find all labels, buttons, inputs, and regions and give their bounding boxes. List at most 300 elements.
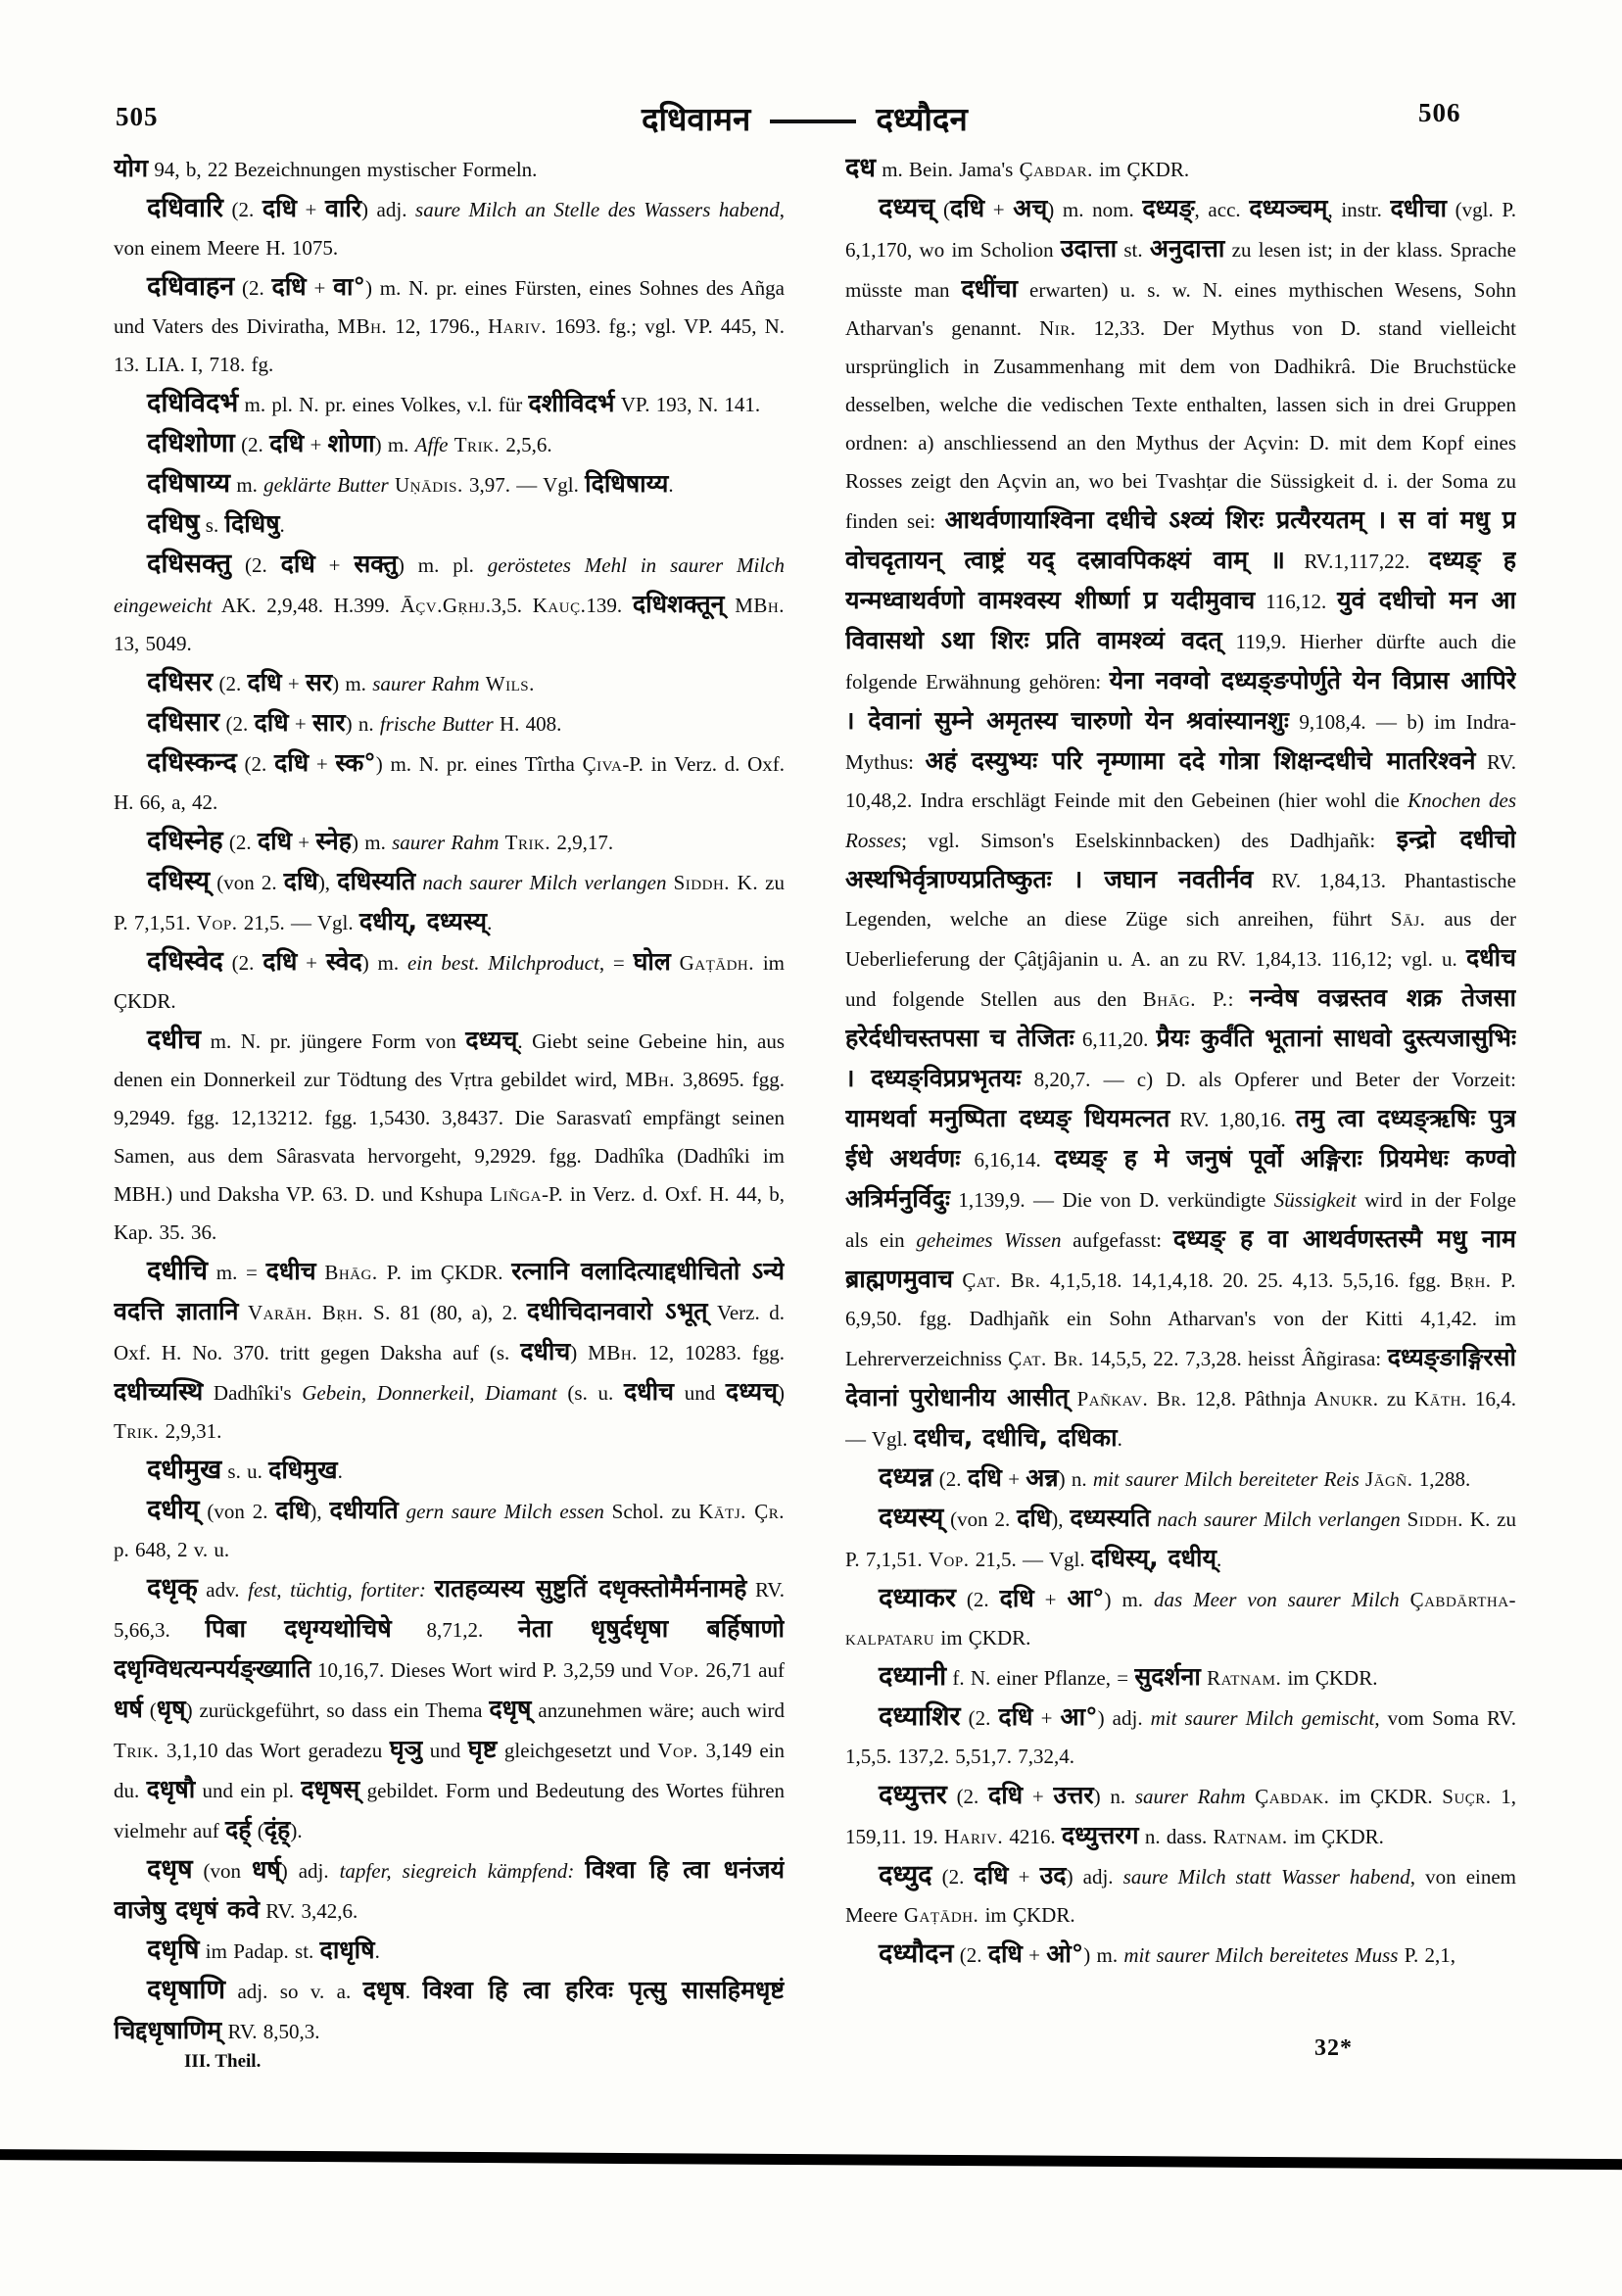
headword: दध्यानी bbox=[879, 1661, 947, 1692]
entry-text: im ÇKDR. bbox=[114, 951, 785, 1013]
entry-text: + bbox=[281, 672, 306, 695]
entry-text: : bbox=[1227, 987, 1250, 1011]
entry-text: उद bbox=[1039, 1861, 1067, 1889]
entry-text: ) n. bbox=[1058, 1467, 1093, 1491]
entry-text: उत्तर bbox=[1053, 1781, 1094, 1809]
entry-text: 10,16,7. Dieses Wort wird P. 3,2,59 und bbox=[310, 1658, 659, 1682]
entry-text: दधि bbox=[271, 272, 307, 301]
entry-text: ) m. N. pr. eines Fürsten, eines Sohnes des Añga und Vaters des Diviratha, bbox=[114, 276, 785, 338]
entry-text: 3,97. — Vgl. bbox=[462, 473, 586, 497]
entry-text: VP. 193, N. 141. bbox=[614, 393, 761, 416]
entry-text: रातहव्यस्य सुष्टुतिं दधृक्स्तोमैर्मनामहे bbox=[434, 1574, 747, 1602]
entry-text: (2. bbox=[953, 1943, 988, 1967]
page-number-right: 506 bbox=[1418, 98, 1461, 127]
entry-text: ( bbox=[251, 1819, 264, 1842]
entry-text: घृष्ट bbox=[467, 1735, 498, 1763]
entry-text: + bbox=[304, 433, 328, 456]
entry-text: 119,9. Hierher dürfte auch die folgende Erwähnung gehören: bbox=[845, 630, 1516, 694]
entry-text: ) m. bbox=[361, 951, 407, 975]
right-column bbox=[845, 149, 1516, 2054]
entry-text: Vop. bbox=[196, 911, 238, 934]
entry-text: adj. so v. a. bbox=[225, 1980, 363, 2003]
headword: दधृक् bbox=[147, 1573, 198, 1603]
entry-text: m. bbox=[230, 473, 264, 497]
dictionary-entry bbox=[114, 1569, 785, 1850]
dictionary-entry bbox=[845, 1776, 1516, 1856]
entry-text: AK. 2,9,48. H.399. bbox=[212, 594, 401, 617]
entry-text: (2. bbox=[234, 276, 272, 300]
entry-text: ) m. pl. bbox=[397, 553, 488, 577]
entry-text: दधि bbox=[280, 550, 315, 578]
headword: दध्याशिर bbox=[879, 1701, 961, 1732]
dictionary-entry bbox=[845, 1579, 1516, 1657]
entry-text: und ein pl. bbox=[195, 1779, 302, 1802]
text-columns bbox=[114, 149, 1516, 2054]
entry-text: im ÇKDR. bbox=[1287, 1825, 1384, 1848]
dictionary-entry bbox=[114, 663, 785, 703]
entry-text: Āçv.Gṛhj. bbox=[400, 594, 492, 617]
headword: दधिस्य् bbox=[147, 866, 211, 896]
headword: दधिवारि bbox=[147, 193, 223, 223]
dictionary-entry bbox=[114, 464, 785, 504]
entry-text: 139. bbox=[586, 594, 633, 617]
entry-text: 6,16,14. bbox=[960, 1148, 1055, 1172]
entry-text bbox=[1069, 1387, 1076, 1411]
entry-text: दधिस्य्, दधीय् bbox=[1090, 1544, 1217, 1572]
entry-text: दिधिषु bbox=[224, 509, 280, 538]
entry-text: दधि bbox=[262, 947, 298, 976]
entry-text: nach saurer Milch verlangen bbox=[1150, 1507, 1401, 1531]
entry-text: दर्ह् bbox=[224, 1815, 252, 1843]
entry-text: 3,149 ein du. bbox=[114, 1739, 785, 1802]
dictionary-entry bbox=[845, 1856, 1516, 1935]
entry-text: fest, tüchtig, fortiter: bbox=[248, 1578, 426, 1602]
entry-text: आथर्वणायाश्विना दधीचे ऽश्व्यं शिरः प्रत्यैरयतम् । स वां मधु प्र वोचदृतायन् त्वाष्ट्रं यद् दस्रावपिकक्ष्यं वाम् ॥ bbox=[845, 505, 1516, 574]
entry-text: Bhāg. P. bbox=[324, 1261, 403, 1284]
entry-text: Nir. bbox=[1039, 316, 1076, 340]
entry-text: 3,8695. fgg. 9,2949. fgg. 12,13212. fgg. 1,5430. 3,8437. Die Sarasvatî empfängt seinen Samen, aus dem Sârasvata hervorgeht, 9,2929. fgg. Dadhîka (Dadhîki im MBH.) und Daksha VP. 63. D. und Kshupa bbox=[114, 1068, 785, 1206]
dictionary-entry bbox=[845, 1698, 1516, 1776]
entry-text: (s. u. bbox=[556, 1381, 624, 1405]
entry-text: दधिमुख bbox=[268, 1456, 338, 1484]
entry-text: 2,9,17. bbox=[550, 831, 614, 854]
entry-text: Suçr. bbox=[1442, 1785, 1492, 1808]
entry-text: अच् bbox=[1013, 194, 1048, 222]
entry-text: अन्न bbox=[1026, 1463, 1059, 1492]
entry-text: 3,1,10 das Wort geradezu bbox=[159, 1739, 390, 1762]
entry-text: Trik. bbox=[114, 1739, 160, 1762]
entry-text: RV. 1,84,13. Phantastische Legenden, welche an diese Züge sich anreihen, führt bbox=[845, 869, 1516, 931]
entry-text: स्नेह bbox=[315, 827, 353, 855]
entry-text: H. 408. bbox=[493, 712, 562, 736]
entry-text: im ÇKDR. bbox=[978, 1903, 1075, 1927]
dictionary-entry bbox=[114, 504, 785, 545]
entry-text: दधिस्यति bbox=[337, 867, 416, 895]
headword: दध bbox=[845, 153, 876, 183]
entry-text: दधि bbox=[988, 1781, 1024, 1809]
entry-text: 1,139,9. — Die von D. verkündigte bbox=[949, 1188, 1274, 1212]
entry-text: दशीविदर्भ bbox=[528, 389, 615, 417]
headword: दधिशोणा bbox=[147, 428, 235, 458]
dictionary-entry bbox=[114, 189, 785, 267]
entry-text: das Meer von saurer Milch bbox=[1154, 1588, 1400, 1611]
entry-text: saurer Rahm bbox=[392, 831, 500, 854]
entry-text: Çabdar. bbox=[1019, 158, 1093, 181]
entry-text: (2. bbox=[222, 831, 258, 854]
dictionary-entry bbox=[845, 1459, 1516, 1499]
entry-text: zu bbox=[1378, 1387, 1414, 1411]
entry-text: दधि bbox=[999, 1584, 1034, 1612]
page-header bbox=[0, 96, 1622, 145]
entry-text bbox=[1400, 1588, 1410, 1611]
entry-text: नेता धृषुर्दधृषा बर्हिषाणो दधृग्विधत्यन्पर्यङ्ख्याति bbox=[114, 1614, 785, 1683]
entry-text: -P. in Verz. d. Oxf. H. 66, a, 42. bbox=[114, 752, 785, 814]
headword: दधीच bbox=[147, 1025, 202, 1055]
entry-text: , von einem Meere H. 1075. bbox=[114, 198, 785, 260]
entry-text: 21,5. — Vgl. bbox=[237, 911, 359, 934]
entry-text: (von 2. bbox=[210, 871, 284, 894]
entry-text: 4216. bbox=[1003, 1825, 1062, 1848]
headword: दधीय् bbox=[147, 1495, 200, 1525]
entry-text: दधृषौ bbox=[146, 1775, 196, 1803]
entry-text: + bbox=[297, 951, 326, 975]
entry-text: MBh. bbox=[337, 314, 388, 338]
entry-text: und bbox=[674, 1381, 726, 1405]
entry-text: दध्यङ् ह मे जनुषं पूर्वो अङ्गिराः प्रियमेधः कण्वो अत्रिर्मनुर्विदुः bbox=[845, 1144, 1516, 1213]
entry-text: mit saurer Milch gemischt bbox=[1150, 1706, 1375, 1730]
headword: दधिस्वेद bbox=[147, 946, 223, 977]
entry-text: दधीय्, दध्यस्य् bbox=[358, 907, 488, 935]
entry-text: RV. 3,42,6. bbox=[259, 1899, 358, 1923]
entry-text: अहं दस्युभ्यः परि नृम्णामा ददे गोत्रा शिक्षन्दधीचे मातरिश्वने bbox=[925, 746, 1476, 775]
entry-text: n. dass. bbox=[1138, 1825, 1214, 1848]
entry-text: + bbox=[1023, 1785, 1054, 1808]
entry-text: Schol. zu bbox=[603, 1500, 699, 1523]
entry-text: + bbox=[314, 553, 355, 577]
entry-text: ) m. bbox=[374, 433, 415, 456]
entry-text: दध्यङ्ङाङ्गिरसो देवानां पुरोधानीय आसीत् bbox=[845, 1343, 1516, 1411]
entry-text: . bbox=[487, 911, 493, 934]
dictionary-entry bbox=[845, 1499, 1516, 1579]
entry-text: (2. bbox=[219, 712, 255, 736]
headword: दधिषु bbox=[147, 508, 200, 539]
entry-text: धर्ष् bbox=[251, 1855, 281, 1884]
entry-text: पिबा दधृग्यथोचिषे bbox=[205, 1614, 392, 1643]
entry-text: . Giebt seine Gebeine hin, aus denen ein Donnerkeil zur Tödtung des Vṛtra gebildet wird, bbox=[114, 1029, 785, 1091]
entry-text: 116,12. bbox=[1255, 590, 1338, 613]
entry-text: 1,288. bbox=[1412, 1467, 1471, 1491]
entry-text: 8,20,7. — c) D. als Opferer und Beter der Vorzeit: bbox=[1021, 1068, 1516, 1091]
page-edge-line bbox=[0, 2149, 1622, 2170]
entry-text: Affe bbox=[414, 433, 449, 456]
entry-text: Kāth. bbox=[1413, 1387, 1467, 1411]
headword: दध्यन्न bbox=[879, 1462, 933, 1493]
entry-text: ) bbox=[570, 1341, 589, 1364]
entry-text: 9,108,4. — b) im Indra-Mythus: bbox=[845, 710, 1516, 774]
entry-text: दधिशक्तून् bbox=[632, 590, 725, 618]
entry-text: 3,5. bbox=[491, 594, 533, 617]
entry-text: ) adj. bbox=[280, 1859, 340, 1883]
entry-text: ( bbox=[934, 198, 950, 221]
dictionary-entry bbox=[114, 149, 785, 189]
entry-text: (2. bbox=[213, 672, 248, 695]
headword: दधिविदर्भ bbox=[147, 388, 239, 418]
entry-text: im ÇKDR. bbox=[402, 1261, 512, 1284]
entry-text: (2. bbox=[960, 1706, 999, 1730]
entry-text: दधि bbox=[262, 194, 297, 222]
entry-text: RV. 5,66,3. bbox=[114, 1578, 785, 1642]
dictionary-entry bbox=[114, 1451, 785, 1491]
entry-text: saurer Rahm bbox=[1134, 1785, 1246, 1808]
headword: दध्यस्य् bbox=[879, 1503, 944, 1533]
entry-text: adv. bbox=[197, 1578, 249, 1602]
entry-text: Siddh. bbox=[1407, 1507, 1464, 1531]
entry-text: saurer Rahm bbox=[372, 672, 480, 695]
entry-text: (von bbox=[192, 1859, 252, 1883]
entry-text: im Padap. st. bbox=[199, 1939, 320, 1963]
entry-text: P. 2,1, bbox=[1398, 1943, 1456, 1967]
headword: दधीमुख bbox=[147, 1455, 222, 1485]
running-head-right-word: दध्यौदन bbox=[876, 100, 968, 138]
entry-text: ; vgl. Simson's Eselskinnbacken) des Dadhjañk: bbox=[901, 829, 1397, 852]
page-number-left: 505 bbox=[116, 102, 159, 131]
entry-text: 6,11,20. bbox=[1073, 1028, 1157, 1051]
entry-text: MBh. bbox=[588, 1341, 638, 1364]
entry-text: im ÇKDR. bbox=[934, 1626, 1031, 1650]
entry-text: mit saurer Milch bereitetes Muss bbox=[1123, 1943, 1399, 1967]
entry-text: युवं दधीचो मन आ विवासथो ऽथा शिरः प्रति वामश्व्यं वदत् bbox=[845, 586, 1516, 654]
entry-text: 26,71 auf bbox=[698, 1658, 785, 1682]
entry-text: 16,4. — Vgl. bbox=[845, 1387, 1516, 1451]
entry-text: Vop. bbox=[657, 1739, 698, 1762]
entry-text bbox=[671, 951, 680, 975]
entry-text: und folgende Stellen aus den bbox=[845, 987, 1143, 1011]
entry-text: ) zurückgeführt, so dass ein Thema bbox=[185, 1698, 490, 1722]
footer-volume-label: III. Theil. bbox=[184, 2051, 262, 2072]
entry-text: दधि bbox=[269, 429, 305, 457]
entry-text: दधींचा bbox=[961, 274, 1019, 303]
entry-text: f. N. einer Pflanze, = bbox=[946, 1666, 1135, 1690]
entry-text: दध्यच् bbox=[725, 1377, 778, 1406]
entry-text: सुदर्शना bbox=[1134, 1662, 1201, 1691]
entry-text: दधि bbox=[254, 708, 289, 737]
entry-text: Trik. bbox=[504, 831, 551, 854]
entry-text: Jāgñ. bbox=[1365, 1467, 1413, 1491]
entry-text: दधीच्यस्थि bbox=[114, 1377, 204, 1406]
entry-text: Çabdārtha-kalpataru bbox=[845, 1588, 1516, 1650]
entry-text: Uṇādis. bbox=[394, 473, 463, 497]
entry-text: Trik. bbox=[114, 1419, 160, 1443]
entry-text: ( bbox=[142, 1698, 157, 1722]
entry-text: ) bbox=[777, 1381, 785, 1405]
entry-text: ) m. bbox=[332, 672, 373, 695]
entry-text: नन्वेष वज्रस्तव शक्र तेजसा हरेर्दधीचस्तपसा च तेजितः bbox=[845, 983, 1516, 1052]
entry-text: दधीच bbox=[624, 1377, 675, 1406]
entry-text: दधृषस् bbox=[301, 1775, 360, 1803]
entry-text: MBh. bbox=[625, 1068, 675, 1091]
header-rule bbox=[770, 120, 856, 123]
entry-text: (2. bbox=[955, 1588, 1000, 1611]
entry-text: इन्द्रो दधीचो अस्थभिर्वृत्राण्यप्रतिष्कुतः । जघान नवतीर्नव bbox=[845, 825, 1516, 893]
entry-text: im ÇKDR. bbox=[1329, 1785, 1443, 1808]
entry-text: Ratnam. bbox=[1213, 1825, 1288, 1848]
entry-text: Gebein, Donnerkeil, Diamant bbox=[302, 1381, 557, 1405]
entry-text: ओ° bbox=[1046, 1939, 1084, 1968]
entry-text: zu lesen ist; in der klass. Sprache müsste man bbox=[845, 238, 1516, 302]
entry-text: सार bbox=[311, 708, 346, 737]
entry-text: दधि bbox=[987, 1939, 1023, 1968]
entry-text: Dadhîki's bbox=[203, 1381, 303, 1405]
entry-text: येना नवग्वो दध्यङ्ङपोर्णुते येन विप्रास आपिरे । देवानां सुम्ने अमृतस्य चारुणो येन श्रवांस्यानशुः bbox=[845, 666, 1516, 735]
entry-text: स्वेद bbox=[325, 947, 362, 976]
entry-text: RV. 10,48,2. Indra erschlägt Feinde mit den Gebeinen (hier wohl die bbox=[845, 750, 1516, 812]
entry-text: . bbox=[1117, 1427, 1122, 1451]
entry-text: Hariv. bbox=[943, 1825, 1004, 1848]
entry-text: वारि bbox=[324, 194, 362, 222]
entry-text: दधि bbox=[1017, 1504, 1052, 1532]
entry-text: ) m. N. pr. eines Tîrtha bbox=[375, 752, 583, 776]
entry-text: (2. bbox=[932, 1467, 968, 1491]
entry-text: 12,33. Der Mythus von D. stand vielleicht ursprünglich in Zusammenhang mit dem von Dadhikrâ. Die Bruchstücke desselben, welche die vedischen Texte enthalten, lassen sich in drei Gruppen ordnen: a) anschliessend an den Mythus der Açvin: D. mit dem Kopf eines Rosses zeigt den Açvin an, wo bei Tvashṭar die Süssigkeit d. i. der Soma zu finden sei: bbox=[845, 316, 1516, 533]
entry-text: , = bbox=[598, 951, 634, 975]
entry-text bbox=[1246, 1785, 1256, 1808]
headword: दधीचि bbox=[147, 1256, 209, 1286]
entry-text: 12,8. Pâthnja bbox=[1186, 1387, 1314, 1411]
headword: दधिस्नेह bbox=[147, 826, 223, 856]
entry-text: + bbox=[309, 752, 336, 776]
entry-text: , vom Soma RV. 1,5,5. 137,2. 5,51,7. 7,32,4. bbox=[845, 1706, 1516, 1768]
entry-text: s. u. bbox=[221, 1459, 269, 1483]
entry-text: Wils. bbox=[485, 672, 535, 695]
entry-text: (2. bbox=[946, 1785, 989, 1808]
entry-text bbox=[724, 594, 735, 617]
entry-text: ) m. bbox=[1104, 1588, 1154, 1611]
headword: दधृष bbox=[147, 1854, 193, 1885]
headword: दध्युत्तर bbox=[879, 1780, 947, 1810]
entry-text: Anukr. bbox=[1313, 1387, 1379, 1411]
entry-text: aufgefasst: bbox=[1061, 1228, 1173, 1252]
entry-text: p. 648, 2 v. u. bbox=[114, 1538, 230, 1561]
dictionary-entry bbox=[114, 1931, 785, 1971]
entry-text: आ° bbox=[1067, 1584, 1105, 1612]
entry-text: + bbox=[1032, 1706, 1061, 1730]
entry-text: (2. bbox=[931, 1865, 975, 1889]
entry-text: दधि bbox=[275, 1496, 310, 1524]
entry-text: दधीच bbox=[520, 1337, 571, 1365]
entry-text: Varāh. Bṛh. S. bbox=[247, 1301, 391, 1324]
entry-text bbox=[574, 1859, 585, 1883]
entry-text: ), bbox=[310, 1500, 330, 1523]
entry-text: ) adj. bbox=[1066, 1865, 1123, 1889]
running-head bbox=[642, 96, 968, 140]
entry-text: ), bbox=[317, 871, 338, 894]
entry-text: सर bbox=[305, 668, 333, 696]
entry-text: gebildet. Form und Bedeutung des Wortes führen vielmehr auf bbox=[114, 1779, 785, 1842]
entry-text: Gaṭādh. bbox=[903, 1903, 979, 1927]
entry-text: 14,5,5, 22. 7,3,28. heisst Âñgirasa: bbox=[1083, 1347, 1388, 1370]
entry-text: 4,1,5,18. 14,1,4,18. 20. 25. 4,13. 5,5,16. fgg. bbox=[1040, 1268, 1451, 1292]
headword: दधिषाय्य bbox=[147, 468, 231, 499]
entry-text: 12, 10283. fgg. bbox=[637, 1341, 785, 1364]
dictionary-entry bbox=[845, 189, 1516, 1459]
entry-text: gleichgesetzt und bbox=[497, 1739, 658, 1762]
entry-text: दृंह् bbox=[263, 1815, 291, 1843]
entry-text: 1, 159,11. 19. bbox=[845, 1785, 1516, 1848]
entry-text: Kātj. Çr. bbox=[698, 1500, 785, 1523]
headword: दधिवाहन bbox=[147, 271, 235, 302]
entry-text: 8,71,2. bbox=[391, 1618, 518, 1642]
dictionary-entry bbox=[114, 703, 785, 743]
entry-text: Siddh. K. bbox=[673, 871, 759, 894]
entry-text: दाधृषि bbox=[319, 1936, 375, 1964]
entry-text: ) n. bbox=[1093, 1785, 1135, 1808]
entry-text: दधीच bbox=[1465, 943, 1516, 972]
entry-text: दधीयति bbox=[329, 1496, 399, 1524]
entry-text: (von 2. bbox=[943, 1507, 1018, 1531]
dictionary-entry bbox=[845, 1935, 1516, 1975]
entry-text: saure Milch statt Wasser habend bbox=[1122, 1865, 1410, 1889]
entry-text: दध्यञ्चम् bbox=[1249, 194, 1328, 222]
headword: दधिसार bbox=[147, 707, 220, 738]
entry-text: + bbox=[296, 198, 325, 221]
dictionary-entry bbox=[114, 862, 785, 942]
entry-text: im ÇKDR. bbox=[1281, 1666, 1378, 1690]
dictionary-entry bbox=[114, 384, 785, 424]
headword: दधिस्कन्द bbox=[147, 747, 237, 778]
entry-text: + bbox=[984, 198, 1014, 221]
entry-text: ). bbox=[290, 1819, 303, 1842]
entry-text: उदात्ता bbox=[1060, 234, 1118, 263]
dictionary-entry bbox=[114, 267, 785, 384]
entry-text: und bbox=[422, 1739, 468, 1762]
entry-text: m. = bbox=[208, 1261, 266, 1284]
entry-text: दधि bbox=[283, 867, 318, 895]
entry-text: -P. in Verz. d. Oxf. H. 44, b, Kap. 35. 36. bbox=[114, 1182, 785, 1244]
entry-text: ) adj. bbox=[1097, 1706, 1151, 1730]
entry-text: m. Bein. Jama's bbox=[875, 158, 1020, 181]
entry-text: . bbox=[279, 513, 285, 537]
entry-text: दधि bbox=[967, 1463, 1002, 1492]
dictionary-entry bbox=[114, 743, 785, 822]
entry-text: Kauç. bbox=[532, 594, 587, 617]
entry-text: Verz. d. Oxf. H. No. 370. tritt gegen Daksha auf (s. bbox=[114, 1301, 785, 1364]
entry-text: + bbox=[1001, 1467, 1026, 1491]
dictionary-entry bbox=[114, 822, 785, 862]
entry-text: m. N. pr. jüngere Form von bbox=[201, 1029, 466, 1053]
entry-text: ) n. bbox=[345, 712, 380, 736]
entry-text bbox=[667, 871, 674, 894]
entry-text bbox=[316, 1261, 325, 1284]
entry-text: RV. 1,80,16. bbox=[1169, 1108, 1296, 1131]
entry-text: दधि bbox=[998, 1702, 1033, 1731]
entry-text: दधीचा bbox=[1390, 194, 1447, 222]
headword: दध्यौदन bbox=[879, 1938, 954, 1969]
entry-text: . bbox=[1216, 1548, 1222, 1571]
entry-text: m. pl. N. pr. eines Volkes, v.l. für bbox=[238, 393, 529, 416]
entry-text: दध्युत्तरग bbox=[1061, 1821, 1139, 1849]
entry-text: RV. 8,50,3. bbox=[221, 2020, 320, 2043]
entry-text: 81 (80, a), 2. bbox=[390, 1301, 527, 1324]
entry-text: geklärte Butter bbox=[263, 473, 389, 497]
dictionary-entry bbox=[114, 1491, 785, 1569]
headword: दध्याकर bbox=[879, 1583, 956, 1613]
entry-text: , instr. bbox=[1327, 198, 1391, 221]
headword: दधिसक्तु bbox=[147, 549, 232, 579]
entry-text: Gaṭādh. bbox=[679, 951, 755, 975]
entry-text: Çabdak. bbox=[1255, 1785, 1330, 1808]
dictionary-entry bbox=[114, 545, 785, 663]
dictionary-entry bbox=[114, 1252, 785, 1451]
